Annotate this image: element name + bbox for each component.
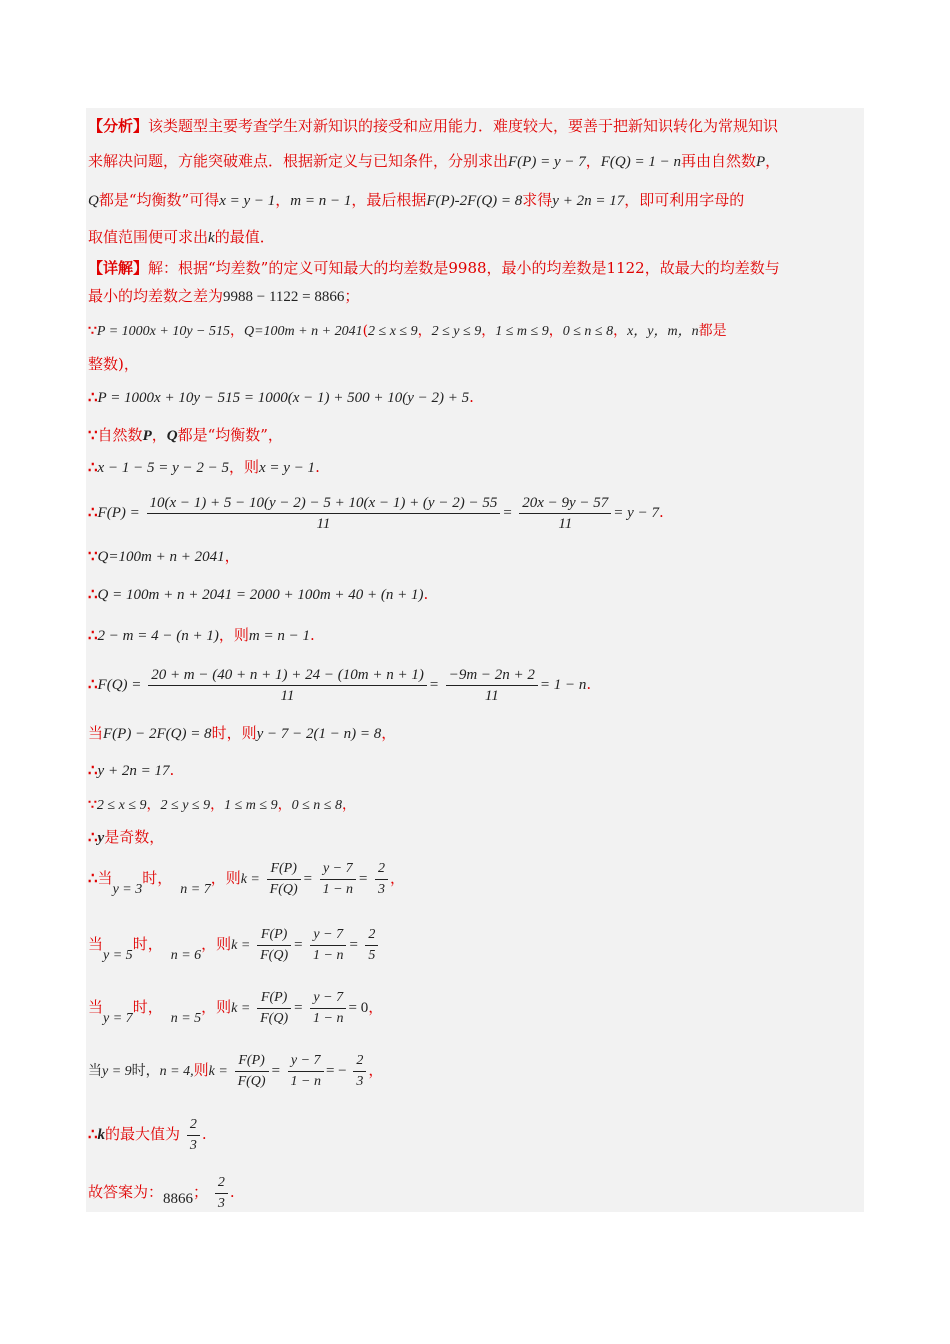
detail-line-3: ∵P = 1000x + 10y − 515，Q=100m + n + 2041(2 ≤ x ≤ 9，2 ≤ y ≤ 9，1 ≤ m ≤ 9，0 ≤ n ≤ 8，x，y，m，n都是 [88,323,727,339]
detail-line-16: ∴y是奇数， [88,828,165,846]
case-y3: ∴当y = 3时，n = 7，则k = $\frac{F(P)}{F(Q)}$ = $\frac{y - 7}{1 - n}$ = $\frac{2}{3}$ ， [88,860,405,897]
detail-line-2: 最小的均差数之差为9988 − 1122 = 8866； [88,287,360,305]
analysis-line-2: 来解决问题，方能突破难点．根据新定义与已知条件，分别求出F(P) = y − 7，F(Q) = 1 − n再由自然数P， [88,152,781,170]
detail-line-9: ∵Q=100m + n + 2041， [88,547,240,565]
analysis-line-3: Q都是“均衡数”可得x = y − 1，m = n − 1，最后根据F(P)-2F(Q) = 8求得y + 2n = 17，即可利用字母的 [88,191,745,209]
case-y5: 当y = 5时，n = 6，则k = $\frac{F(P)}{F(Q)}$ = $\frac{y - 7}{1 - n}$ = $\frac{2}{5}$ [88,922,862,978]
detail-line-15: ∵2 ≤ x ≤ 9，2 ≤ y ≤ 9，1 ≤ m ≤ 9，0 ≤ n ≤ 8， [88,797,356,813]
detail-line-10: ∴Q = 100m + n + 2041 = 2000 + 100m + 40 + (n + 1). [88,585,429,603]
fp-fraction: $\frac{10(x - 1) + 5 - 10(y - 2) - 5 + 10(x - 1) + (y - 2) - 55}{11}$ [147,493,501,534]
analysis-label: 【分析】 [88,117,149,135]
fq-fraction: $\frac{20 + m - (40 + n + 1) + 24 - (10m + n + 1)}{11}$ [148,665,427,706]
detail-line-5: ∴P = 1000x + 10y − 515 = 1000(x − 1) + 500 + 10(y − 2) + 5. [88,388,474,406]
answer-line: 故答案为：8866； $\frac{2}{3}$ . [88,1174,235,1211]
detail-line-6: ∵自然数P，Q都是“均衡数”， [88,426,283,444]
detail-label: 【详解】 [88,259,149,277]
analysis-line-4: 取值范围便可求出k的最值． [88,228,275,246]
case-y7: 当y = 7时，n = 5，则k = $\frac{F(P)}{F(Q)}$ = $\frac{y - 7}{1 - n}$ = 0， [88,989,384,1026]
case-y9: 当y = 9时，n = 4,则k = $\frac{F(P)}{F(Q)}$ = $\frac{y - 7}{1 - n}$ = − $\frac{2}{3}$ ， [88,1052,384,1089]
detail-line-13: 当F(P) − 2F(Q) = 8时，则y − 7 − 2(1 − n) = 8， [88,724,397,742]
detail-line-14: ∴y + 2n = 17. [88,761,175,779]
detail-line-11: ∴2 − m = 4 − (n + 1)，则m = n − 1. [88,626,315,644]
detail-line-12: ∴F(Q) = $\frac{20 + m - (40 + n + 1) + 24 - (10m + n + 1)}{11}$ = $\frac{-9m - 2n + 2}{11}$ = 1 − n. [88,666,592,704]
detail-line-4: 整数)， [88,355,139,373]
detail-line-8: ∴F(P) = $\frac{10(x - 1) + 5 - 10(y - 2) - 5 + 10(x - 1) + (y - 2) - 55}{11}$ = $\frac{20x - 9y - 57}{11}$ = y − 7. [88,494,664,532]
detail-line-7: ∴x − 1 − 5 = y − 2 − 5，则x = y − 1. [88,458,320,476]
detail-line-1: 【详解】解：根据“均差数”的定义可知最大的均差数是9988，最小的均差数是1122，故最大的均差数与 [88,259,780,277]
max-value-line: ∴k的最大值为 $\frac{2}{3}$ . [88,1116,207,1153]
analysis-line-1: 【分析】该类题型主要考查学生对新知识的接受和应用能力．难度较大，要善于把新知识转化为常规知识 [88,117,779,135]
